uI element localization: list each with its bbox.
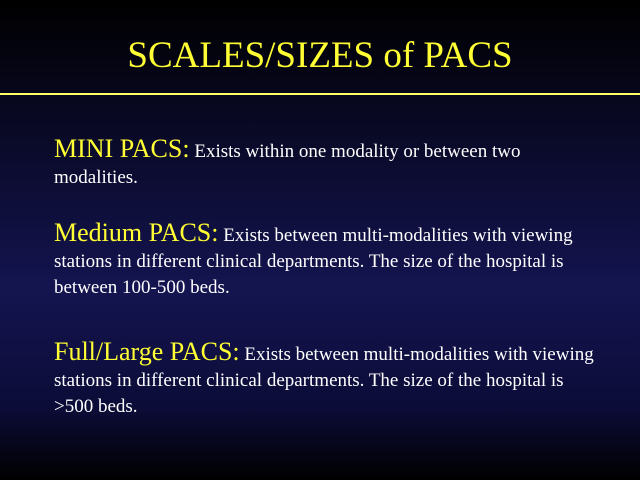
entry-term: Full/Large PACS: xyxy=(54,337,240,366)
entry-term: MINI PACS: xyxy=(54,134,190,163)
title-divider xyxy=(0,93,640,95)
entry-description: Exists between multi-modalities with viewing stations in different clinical departments. The size of the hospital is >500 beds. xyxy=(54,344,594,417)
slide-title: SCALES/SIZES of PACS xyxy=(127,35,513,76)
entry-full-large-pacs xyxy=(54,339,599,420)
entry-description: Exists between multi-modalities with viewing stations in different clinical departments. The size of the hospital is between 100-500 beds. xyxy=(54,225,573,298)
entry-description: Exists within one modality or between two modalities. xyxy=(54,141,521,188)
entry-term: Medium PACS: xyxy=(54,218,219,247)
entry-medium-pacs xyxy=(54,220,599,301)
entry-mini-pacs xyxy=(54,136,599,191)
